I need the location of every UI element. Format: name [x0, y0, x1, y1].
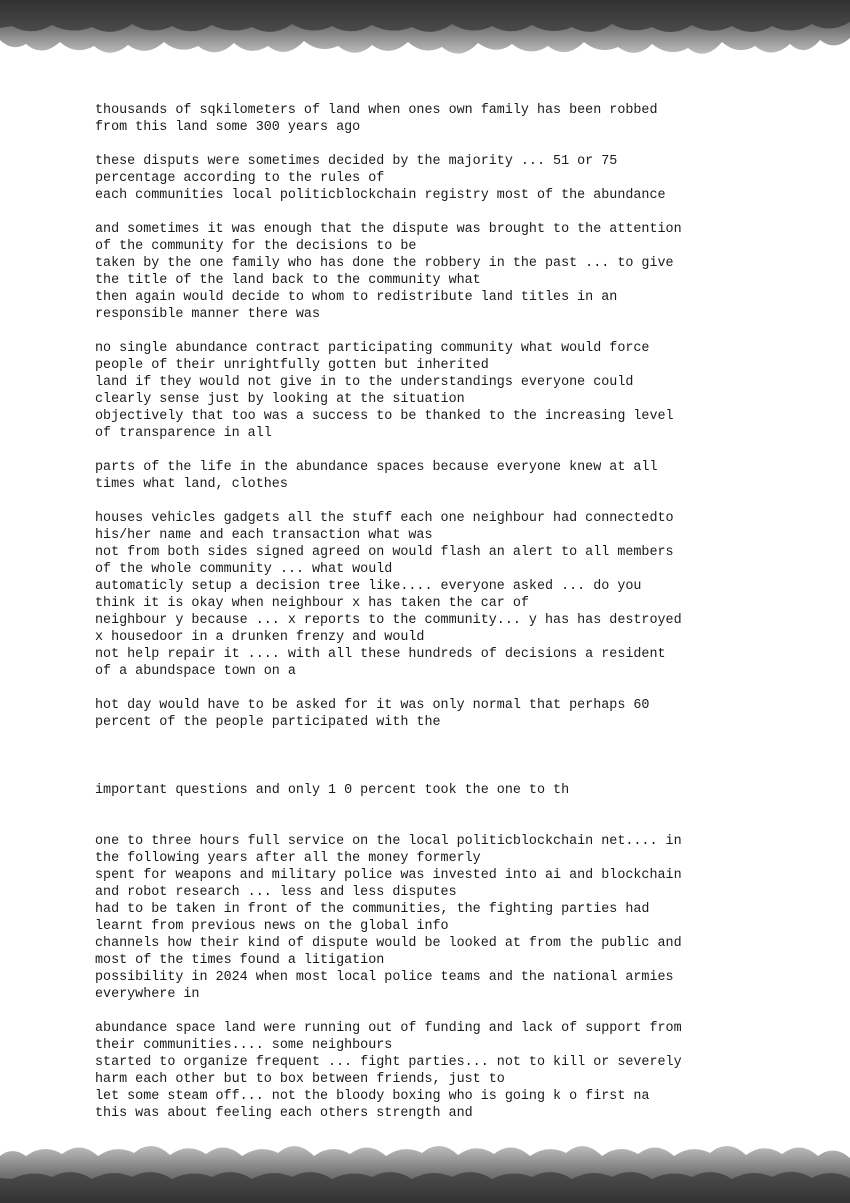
paragraph-2: these disputs were sometimes decided by the majority ... 51 or 75 percentage according to the rules of each communities local politicblockchain registry most of the abundance: [95, 154, 666, 203]
paragraph-6: houses vehicles gadgets all the stuff each one neighbour had connectedto his/her name and each transaction what was not from both sides signed agreed on would flash an alert to all members of the whole community ... what would automaticly setup a decision tree like.... everyone asked ... do you think it is okay when neighbour x has taken the car of neighbour y because ... x reports to the community... y has has destroyed x housedoor in a drunken frenzy and would not help repair it .... with all these hundreds of decisions a resident of a abundspace town on a: [95, 511, 682, 679]
paragraph-3: and sometimes it was enough that the dispute was brought to the attention of the community for the decisions to be taken by the one family who has done the robbery in the past ... to give the title of the land back to the community what then again would decide to whom to redistribute land titles in an responsible manner there was: [95, 222, 682, 322]
paragraph-7: hot day would have to be asked for it was only normal that perhaps 60 percent of the people participated with the: [95, 698, 650, 730]
top-foliage-border: [0, 0, 850, 70]
paragraph-1: thousands of sqkilometers of land when ones own family has been robbed from this land some 300 years ago: [95, 103, 658, 135]
paragraph-10: abundance space land were running out of funding and lack of support from their communities.... some neighbours started to organize frequent ... fight parties... not to kill or severely harm each other but to box between friends, just to let some steam off... not the bloody boxing who is going k o first na this was about feeling each others strength and: [95, 1021, 682, 1121]
bottom-foliage-border: [0, 1128, 850, 1203]
paragraph-8: important questions and only 1 0 percent took the one to th: [95, 783, 570, 798]
paragraph-5: parts of the life in the abundance spaces because everyone knew at all times what land, clothes: [95, 460, 658, 492]
paragraph-9: one to three hours full service on the local politicblockchain net.... in the following years after all the money formerly spent for weapons and military police was invested into ai and blockchain and robot research ... less and less disputes had to be taken in front of the communities, the fighting parties had learnt from previous news on the global info channels how their kind of dispute would be looked at from the public and most of the times found a litigation possibility in 2024 when most local police teams and the national armies everywhere in: [95, 834, 682, 1002]
document-body: [95, 102, 760, 1122]
paragraph-4: no single abundance contract participating community what would force people of their unrightfully gotten but inherited land if they would not give in to the understandings everyone could clearly sense just by looking at the situation objectively that too was a success to be thanked to the increasing level of transparence in all: [95, 341, 674, 441]
